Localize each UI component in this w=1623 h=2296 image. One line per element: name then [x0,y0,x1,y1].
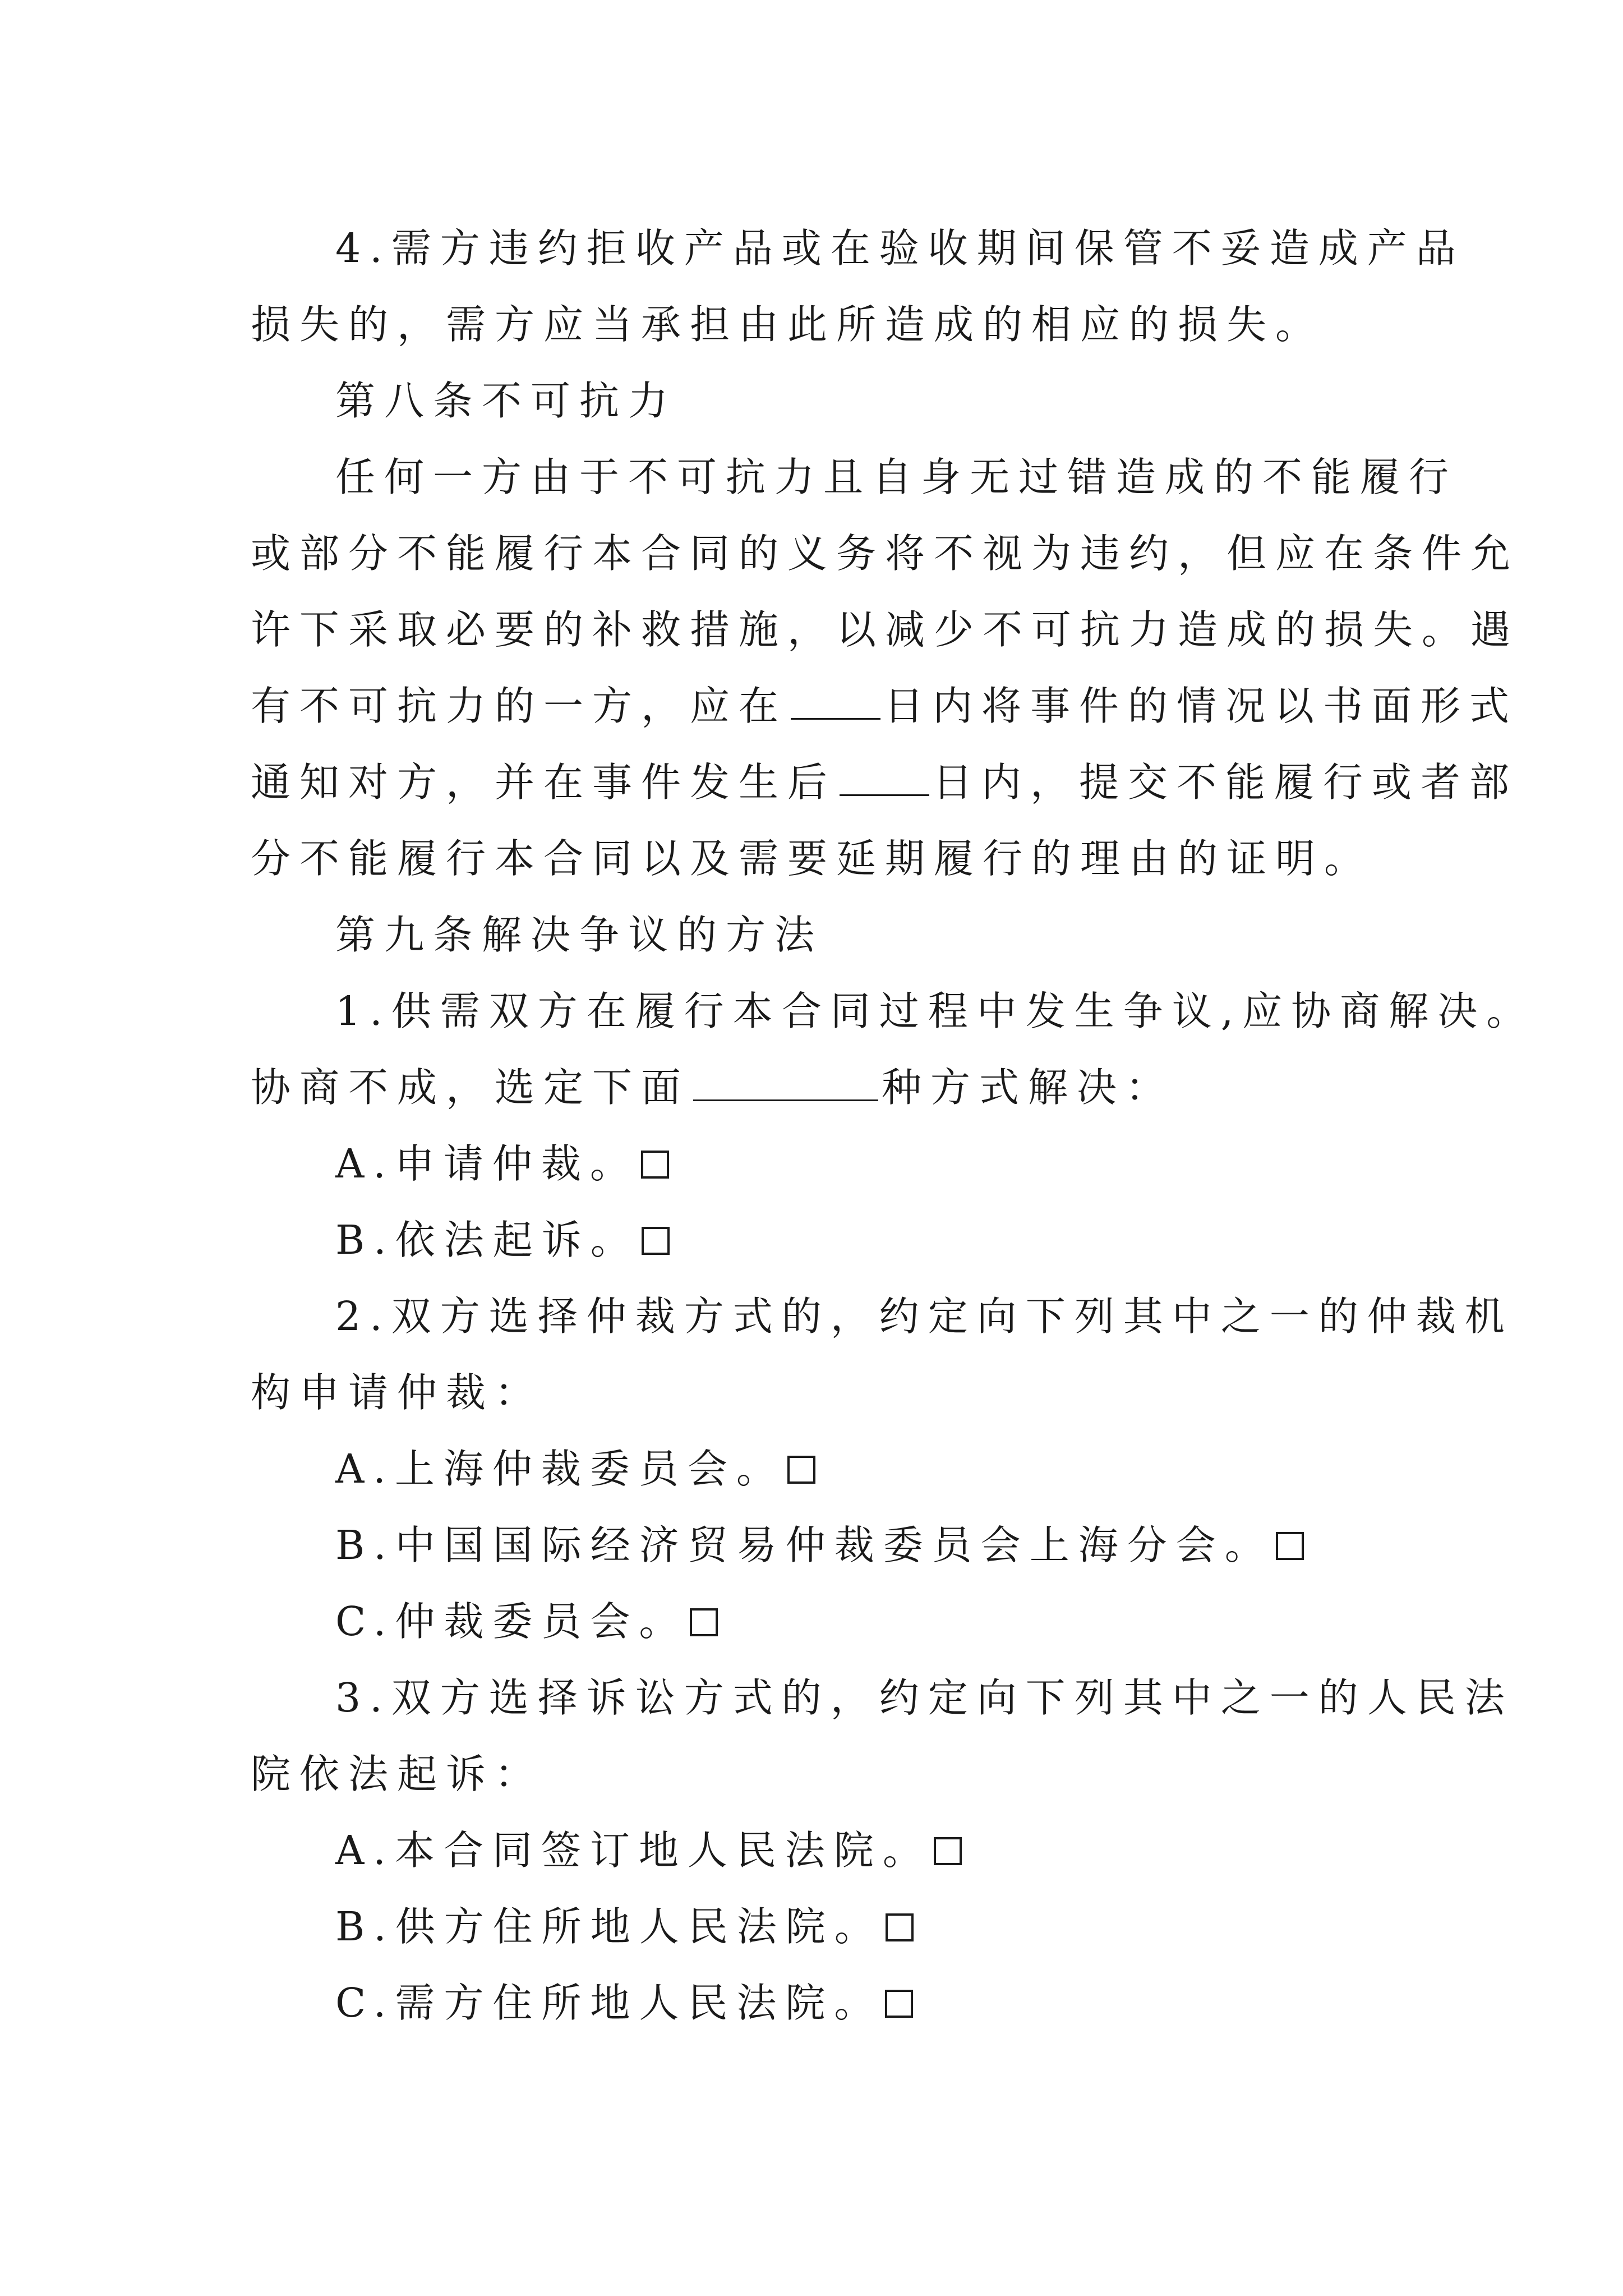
clause-7-item-4-line-2 [251,300,1324,350]
paragraph-text: 构申请仲裁： [251,1369,544,1416]
option-text: A.申请仲裁。 [335,1140,639,1187]
paragraph-text: 通知对方，并在事件发生后 [251,759,837,806]
option-text: B.供方住所地人民法院。 [335,1903,883,1950]
paragraph-text: 损失的，需方应当承担由此所造成的相应的损失。 [251,301,1325,348]
option-text: C.仲裁委员会。 [335,1598,688,1645]
force-majeure-line-4 [251,681,1518,731]
dispute-item-1-line-2 [251,1062,1174,1113]
paragraph-text: 种方式解决： [882,1064,1175,1111]
option-signing-place-court [335,1825,962,1876]
force-majeure-line-3 [251,605,1519,655]
method-choice-blank-field[interactable] [693,1064,878,1101]
days-blank-field[interactable] [791,682,880,720]
clause-9-heading [335,910,823,960]
paragraph-text: 有不可抗力的一方，应在 [251,683,788,729]
option-text: C.需方住所地人民法院。 [335,1980,883,2026]
option-text: B.依法起诉。 [335,1217,639,1263]
heading-text: 第八条不可抗力 [335,378,677,424]
force-majeure-line-5 [251,757,1518,808]
option-text: A.上海仲裁委员会。 [335,1446,785,1492]
paragraph-text: 协商不成，选定下面 [251,1064,690,1111]
option-text: B.中国国际经济贸易仲裁委员会上海分会。 [335,1522,1274,1568]
clause-7-item-4-line-1 [335,223,1465,274]
checkbox[interactable] [1276,1532,1304,1560]
days-blank-field[interactable] [840,758,929,796]
checkbox[interactable] [934,1837,962,1865]
force-majeure-line-2 [251,528,1519,579]
dispute-item-1-line-1 [335,986,1535,1037]
checkbox[interactable] [787,1456,815,1484]
option-buyer-court [335,1978,913,2028]
checkbox[interactable] [886,1913,914,1941]
force-majeure-line-1 [335,452,1458,503]
option-litigation [335,1215,670,1266]
paragraph-text: 许下采取必要的补救措施，以减少不可抗力造成的损失。遇 [251,606,1520,653]
option-text: A.本合同签订地人民法院。 [335,1827,932,1874]
checkbox[interactable] [885,1990,913,2018]
option-cietac-shanghai [335,1520,1304,1571]
dispute-item-3-line-1 [335,1673,1514,1723]
option-supplier-court [335,1902,914,1952]
option-shanghai-arbitration [335,1444,815,1494]
heading-text: 第九条解决争议的方法 [335,912,824,958]
paragraph-text: 4.需方违约拒收产品或在验收期间保管不妥造成产品 [335,225,1465,272]
checkbox[interactable] [690,1608,718,1636]
paragraph-text: 3.双方选择诉讼方式的，约定向下列其中之一的人民法 [335,1674,1514,1721]
checkbox[interactable] [642,1227,670,1255]
dispute-item-2-line-1 [335,1291,1514,1342]
paragraph-text: 院依法起诉： [251,1751,544,1797]
paragraph-text: 2.双方选择仲裁方式的，约定向下列其中之一的仲裁机 [335,1293,1514,1340]
dispute-item-3-line-2 [251,1749,543,1800]
paragraph-text: 分不能履行本合同以及需要延期履行的理由的证明。 [251,835,1373,882]
dispute-item-2-line-2 [251,1368,543,1418]
paragraph-text: 日内将事件的情况以书面形式 [884,683,1519,729]
paragraph-text: 1.供需双方在履行本合同过程中发生争议,应协商解决。 [335,988,1536,1034]
force-majeure-line-6 [251,834,1373,884]
paragraph-text: 任何一方由于不可抗力且自身无过错造成的不能履行 [335,454,1458,500]
option-other-arbitration [335,1596,718,1647]
paragraph-text: 日内，提交不能履行或者部 [933,759,1519,806]
checkbox[interactable] [641,1151,669,1179]
option-arbitration [335,1139,669,1189]
paragraph-text: 或部分不能履行本合同的义务将不视为违约，但应在条件允 [251,530,1520,577]
clause-8-heading [335,376,677,426]
